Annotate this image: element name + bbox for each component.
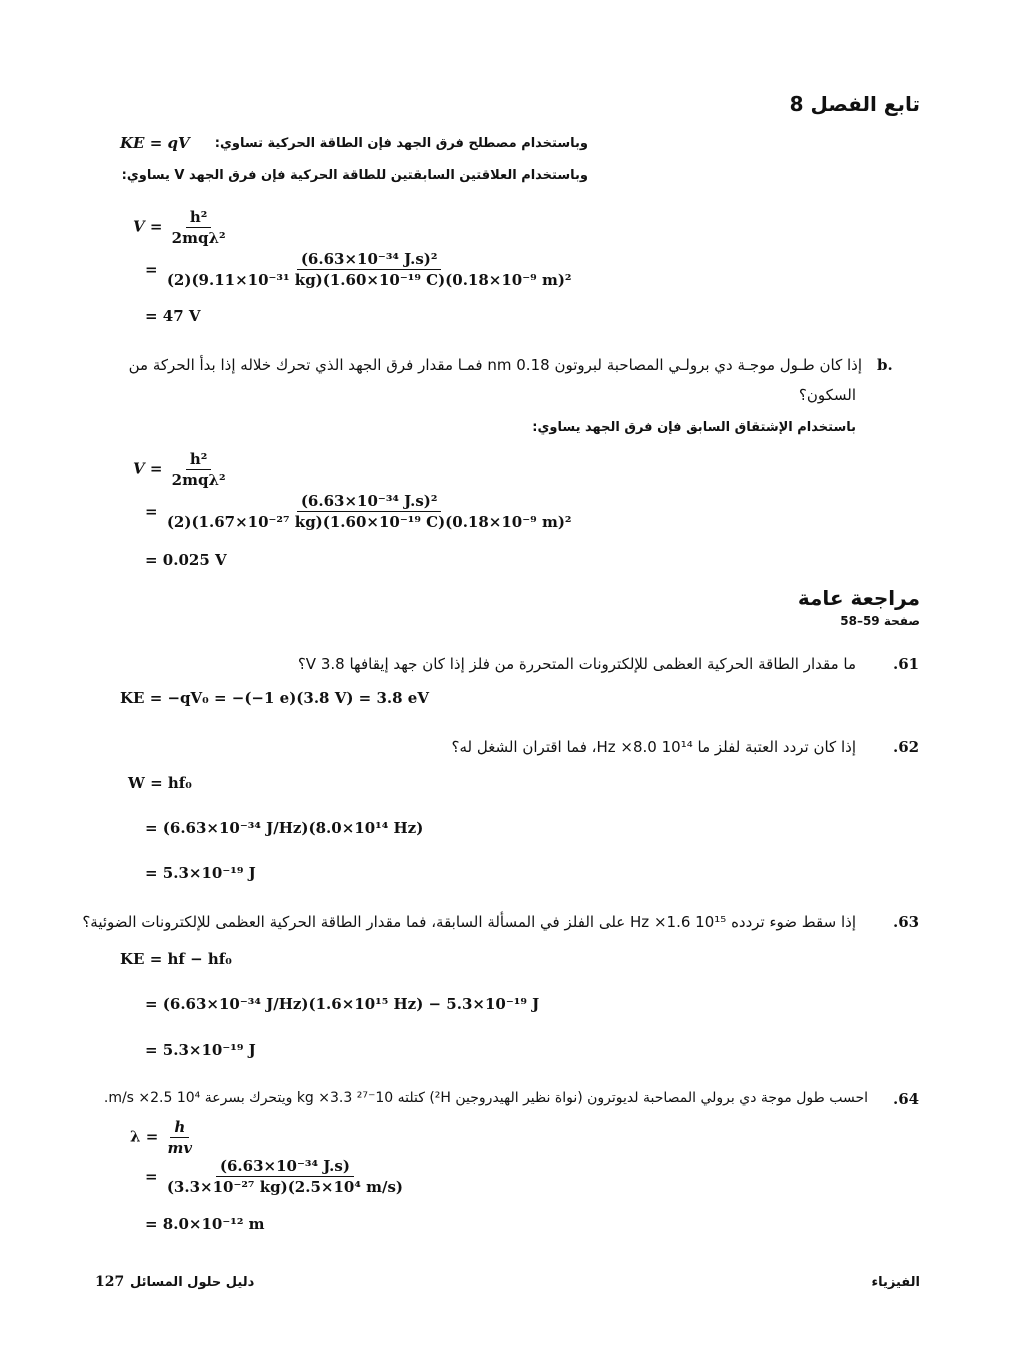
q64-number: .64 [893,1090,920,1108]
q64-line2: = $\frac{\text{(6.63×10⁻³⁴ J.s)}}{\text{(3.3×10⁻²⁷ kg)(2.5×10⁴ m/s)}}$ [145,1157,407,1196]
q62-eq2: = (6.63×10⁻³⁴ J/Hz)(8.0×10¹⁴ Hz) [145,819,424,837]
q64-step2-denominator: (3.3×10⁻²⁷ kg)(2.5×10⁴ m/s) [166,1178,404,1196]
q64-fraction [164,1118,197,1157]
eq1-numerator: h² [186,208,211,228]
eq1-step2-denominator: (2)(9.11×10⁻³¹ kg)(1.60×10⁻¹⁹ C)(0.18×10⁻⁹ m)² [166,271,572,289]
q62-eq1: W = hf₀ [128,774,192,792]
eq2-result: = 0.025 V [145,551,227,569]
q63-eq3: = 5.3×10⁻¹⁹ J [145,1041,256,1059]
q61-number: .61 [893,655,920,673]
footer-subject: الفيزياء [871,1275,920,1290]
q63-number: .63 [893,913,920,931]
intro-line-1: وباستخدام مصطلح فرق الجهد فإن الطاقة الحركية تساوي: [214,136,588,151]
eq1-result: = 47 V [145,307,201,325]
chapter-title: تابع الفصل 8 [789,92,920,116]
eq1-line1 [133,208,230,247]
eq1-step2-fraction [163,250,576,289]
q63-eq2: = (6.63×10⁻³⁴ J/Hz)(1.6×10¹⁵ Hz) − 5.3×10⁻¹⁹ J [145,995,540,1013]
eq1-lhs: V = [133,217,163,236]
review-pages: صفحة 59–58 [840,614,920,628]
intro-line-2: وباستخدام العلاقتين السابقتين للطاقة الحركية فإن فرق الجهد V يساوي: [121,168,588,183]
q63-text: إذا سقط ضوء تردده 10¹⁵ Hz ×1.6 على الفلز في المسألة السابقة، فما مقدار الطاقة الحركية العظمى للإلكترونات الضوئية؟ [82,913,856,931]
q62-number: .62 [893,738,920,756]
q62-eq3: = 5.3×10⁻¹⁹ J [145,864,256,882]
eq2-step2-numerator: (6.63×10⁻³⁴ J.s)² [297,492,442,512]
q61-text: ما مقدار الطاقة الحركية العظمى للإلكترونات المتحررة من فلز إذا كان جهد إيقافها 3.8 V؟ [297,655,856,673]
eq2-step2-fraction [163,492,576,531]
q64-line1 [130,1118,196,1157]
eq1-denominator: 2mqλ² [171,229,226,247]
q62-text: إذا كان تردد العتبة لفلز ما 10¹⁴ Hz ×8.0، فما اقتران الشغل له؟ [451,738,856,756]
q64-step2-fraction [163,1157,407,1196]
eq2-fraction [168,450,230,489]
q61-answer: KE = −qV₀ = −(−1 e)(3.8 V) = 3.8 eV [120,689,429,707]
eq2-lhs: V = [133,459,163,478]
q63-eq1: KE = hf − hf₀ [120,950,232,968]
part-b-text-line-2: السكون؟ [798,386,856,404]
eq2-denominator: 2mqλ² [171,471,226,489]
review-title: مراجعة عامة [797,586,920,610]
footer-guide-title: دليل حلول المسائل [130,1275,255,1290]
eq2-line1 [133,450,230,489]
eq2-step2-denominator: (2)(1.67×10⁻²⁷ kg)(1.60×10⁻¹⁹ C)(0.18×10⁻⁹ m)² [166,513,572,531]
eq1-step2-numerator: (6.63×10⁻³⁴ J.s)² [297,250,442,270]
q64-text: احسب طول موجة دي برولي المصاحبة لديوترون (نواة نظير الهيدروجين ²H) كتلته 10⁻²⁷ kg ×3.3 ويتحرك بسرعة 10⁴ m/s ×2.5. [103,1090,868,1106]
q64-step2-numerator: (6.63×10⁻³⁴ J.s) [216,1157,354,1177]
eq1-line2: = $\frac{\text{(6.63×10⁻³⁴ J.s)²}}{\text{(2)(9.11×10⁻³¹ kg)(1.60×10⁻¹⁹ C)(0.18×10⁻⁹ m)²}}$ [145,250,575,289]
part-b-text-line-1: إذا كان طـول موجـة دي برولـي المصاحبة لبروتون 0.18 nm فمـا مقدار فرق الجهد الذي تحرك خلاله إذا بدأ الحركة من [128,356,862,374]
footer-page-number: 127 [95,1274,125,1290]
q64-lhs: λ = [130,1127,159,1146]
intro-formula: KE = qV [120,134,190,152]
eq1-fraction [168,208,230,247]
eq2-numerator: h² [186,450,211,470]
eq2-line2: = $\frac{\text{(6.63×10⁻³⁴ J.s)²}}{\text{(2)(1.67×10⁻²⁷ kg)(1.60×10⁻¹⁹ C)(0.18×10⁻⁹ m)²}}$ [145,492,575,531]
part-b-label: b. [877,356,893,374]
q64-denominator: mv [167,1139,193,1157]
part-b-derivation: باستخدام الإشتقاق السابق فإن فرق الجهد يساوي: [532,420,856,435]
q64-result: = 8.0×10⁻¹² m [145,1215,265,1233]
q64-numerator: h [170,1118,189,1138]
